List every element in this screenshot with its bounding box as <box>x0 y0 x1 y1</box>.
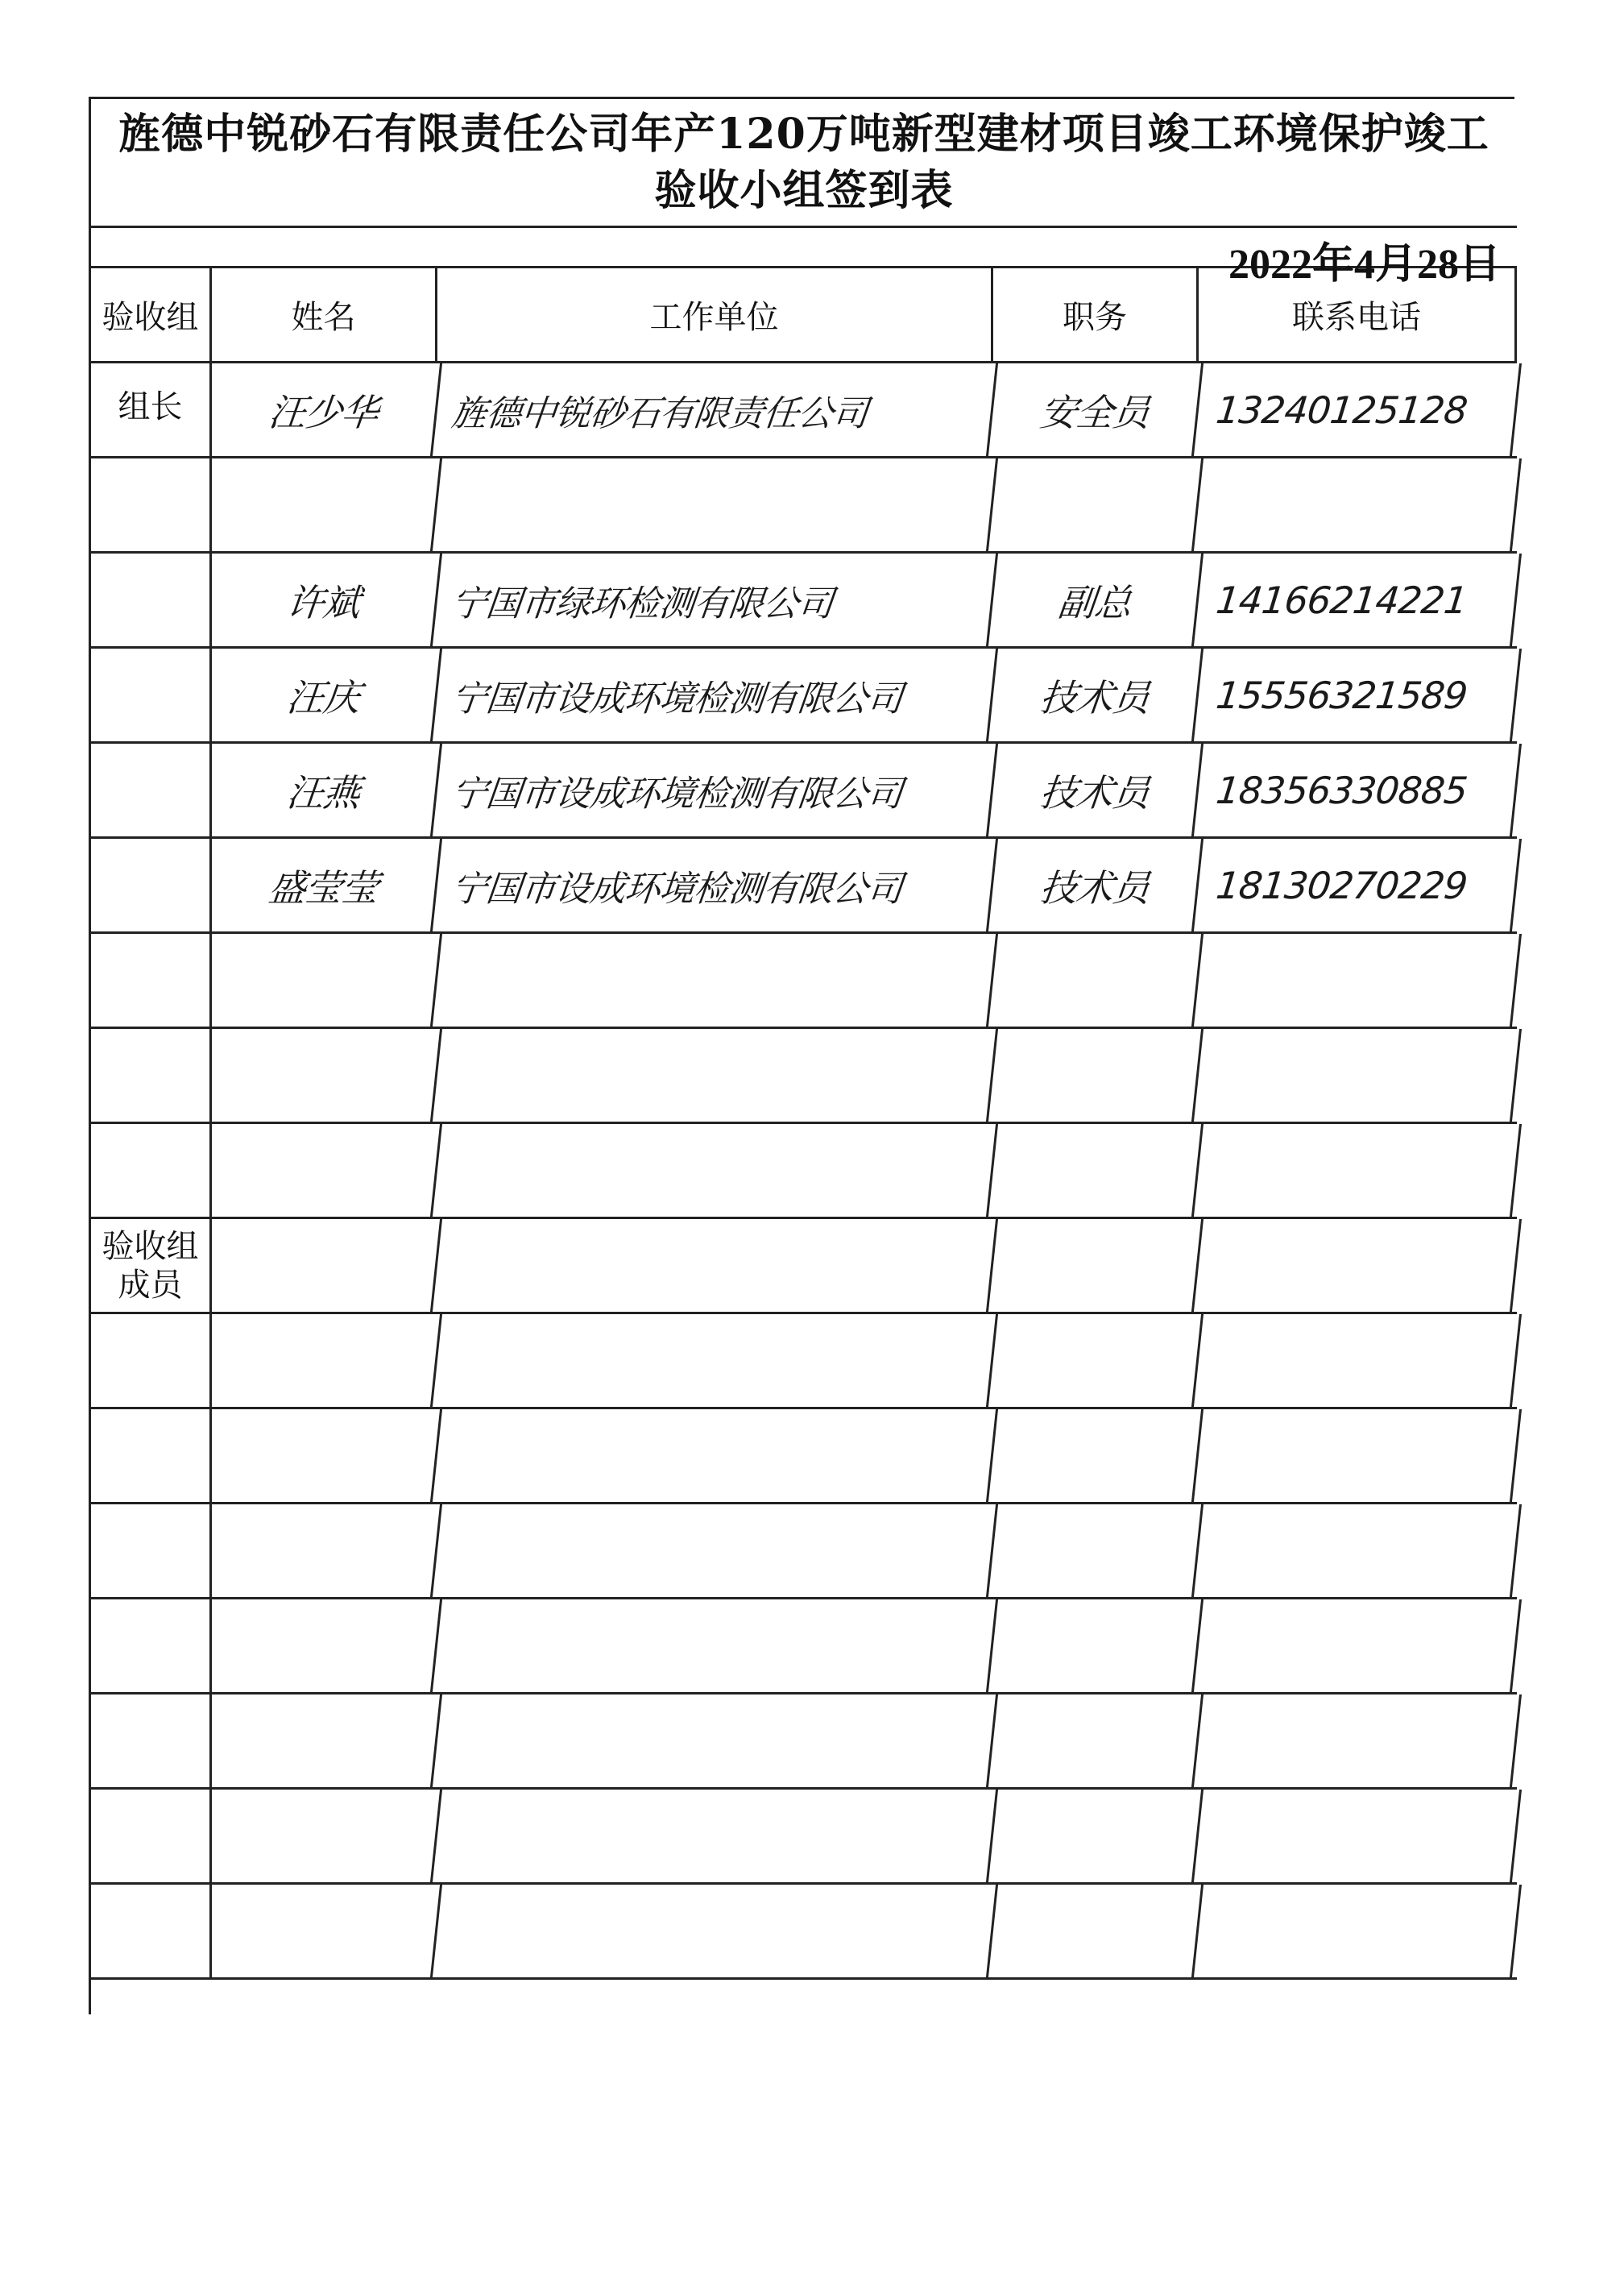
table-row <box>91 934 1517 1029</box>
work-unit: 宁国市设成环境检测有限公司 <box>433 744 998 836</box>
job-position <box>988 934 1204 1027</box>
work-unit <box>433 1790 998 1882</box>
signature-name: 汪庆 <box>207 649 442 741</box>
work-unit <box>433 1885 998 1977</box>
signature-name: 许斌 <box>207 554 442 646</box>
table-row <box>91 649 1517 744</box>
signature-name <box>207 1504 442 1597</box>
contact-phone: 18130270229 <box>1194 839 1522 931</box>
job-position <box>988 1314 1204 1407</box>
work-unit <box>433 1504 998 1597</box>
contact-phone: 15556321589 <box>1194 649 1522 741</box>
signature-name <box>207 1694 442 1787</box>
table-row <box>91 1219 1517 1314</box>
job-position <box>988 1219 1204 1312</box>
job-position: 技术员 <box>988 839 1204 931</box>
contact-phone <box>1194 1409 1522 1502</box>
work-unit <box>433 1409 998 1502</box>
contact-phone <box>1194 1790 1522 1882</box>
header-position: 职务 <box>993 268 1199 361</box>
work-unit <box>433 1219 998 1312</box>
table-row <box>91 363 1517 458</box>
contact-phone: 13240125128 <box>1194 363 1522 456</box>
job-position <box>988 1599 1204 1692</box>
contact-phone <box>1194 458 1522 551</box>
work-unit: 宁国市设成环境检测有限公司 <box>433 649 998 741</box>
signature-name: 盛莹莹 <box>207 839 442 931</box>
title-line-2: 验收小组签到表 <box>654 165 954 215</box>
contact-phone: 18356330885 <box>1194 744 1522 836</box>
group-members-label: 验收组成员 <box>91 554 212 1980</box>
signature-name <box>207 1790 442 1882</box>
table-row <box>91 458 1517 554</box>
header-phone: 联系电话 <box>1199 268 1517 361</box>
work-unit <box>433 1314 998 1407</box>
contact-phone <box>1194 1599 1522 1692</box>
table-row <box>91 1504 1517 1599</box>
signature-name <box>207 1885 442 1977</box>
table-row <box>91 554 1517 649</box>
work-unit <box>433 458 998 551</box>
table-row <box>91 1314 1517 1409</box>
signature-name <box>207 1409 442 1502</box>
contact-phone <box>1194 1504 1522 1597</box>
signature-name <box>207 458 442 551</box>
job-position <box>988 1790 1204 1882</box>
table-header-row <box>91 268 1517 363</box>
table-row <box>91 1885 1517 1980</box>
job-position <box>988 1885 1204 1977</box>
work-unit <box>433 1694 998 1787</box>
job-position: 技术员 <box>988 649 1204 741</box>
contact-phone <box>1194 1219 1522 1312</box>
work-unit: 旌德中锐砂石有限责任公司 <box>433 363 998 456</box>
contact-phone <box>1194 934 1522 1027</box>
job-position: 安全员 <box>988 363 1204 456</box>
job-position: 副总 <box>988 554 1204 646</box>
work-unit <box>433 1029 998 1122</box>
signature-name <box>207 934 442 1027</box>
table-row <box>91 839 1517 934</box>
job-position <box>988 1504 1204 1597</box>
work-unit <box>433 1599 998 1692</box>
title-line-1: 旌德中锐砂石有限责任公司年产120万吨新型建材项目竣工环境保护竣工 <box>118 109 1489 159</box>
job-position: 技术员 <box>988 744 1204 836</box>
signature-name <box>207 1314 442 1407</box>
signature-name: 汪燕 <box>207 744 442 836</box>
work-unit: 宁国市绿环检测有限公司 <box>433 554 998 646</box>
job-position <box>988 1694 1204 1787</box>
signature-name <box>207 1124 442 1217</box>
document-date: 2022年4月28日 <box>1228 242 1501 288</box>
header-group: 验收组 <box>91 268 212 361</box>
contact-phone <box>1194 1694 1522 1787</box>
header-name: 姓名 <box>212 268 437 361</box>
header-unit: 工作单位 <box>437 268 993 361</box>
table-row <box>91 1124 1517 1219</box>
table-row <box>91 1599 1517 1694</box>
contact-phone <box>1194 1029 1522 1122</box>
job-position <box>988 1029 1204 1122</box>
table-row <box>91 1790 1517 1885</box>
date-row <box>91 228 1517 288</box>
job-position <box>988 1409 1204 1502</box>
work-unit <box>433 934 998 1027</box>
contact-phone: 14166214221 <box>1194 554 1522 646</box>
job-position <box>988 458 1204 551</box>
contact-phone <box>1194 1885 1522 1977</box>
signature-name <box>207 1219 442 1312</box>
contact-phone <box>1194 1124 1522 1217</box>
contact-phone <box>1194 1314 1522 1407</box>
table-row <box>91 744 1517 839</box>
signature-name <box>207 1029 442 1122</box>
table-row <box>91 1409 1517 1504</box>
group-leader-label: 组长 <box>91 363 212 554</box>
signature-name <box>207 1599 442 1692</box>
table-row <box>91 1029 1517 1124</box>
work-unit: 宁国市设成环境检测有限公司 <box>433 839 998 931</box>
job-position <box>988 1124 1204 1217</box>
sign-in-sheet <box>89 97 1514 2014</box>
document-title <box>91 99 1517 228</box>
table-row <box>91 1694 1517 1790</box>
work-unit <box>433 1124 998 1217</box>
signature-name: 汪少华 <box>207 363 442 456</box>
